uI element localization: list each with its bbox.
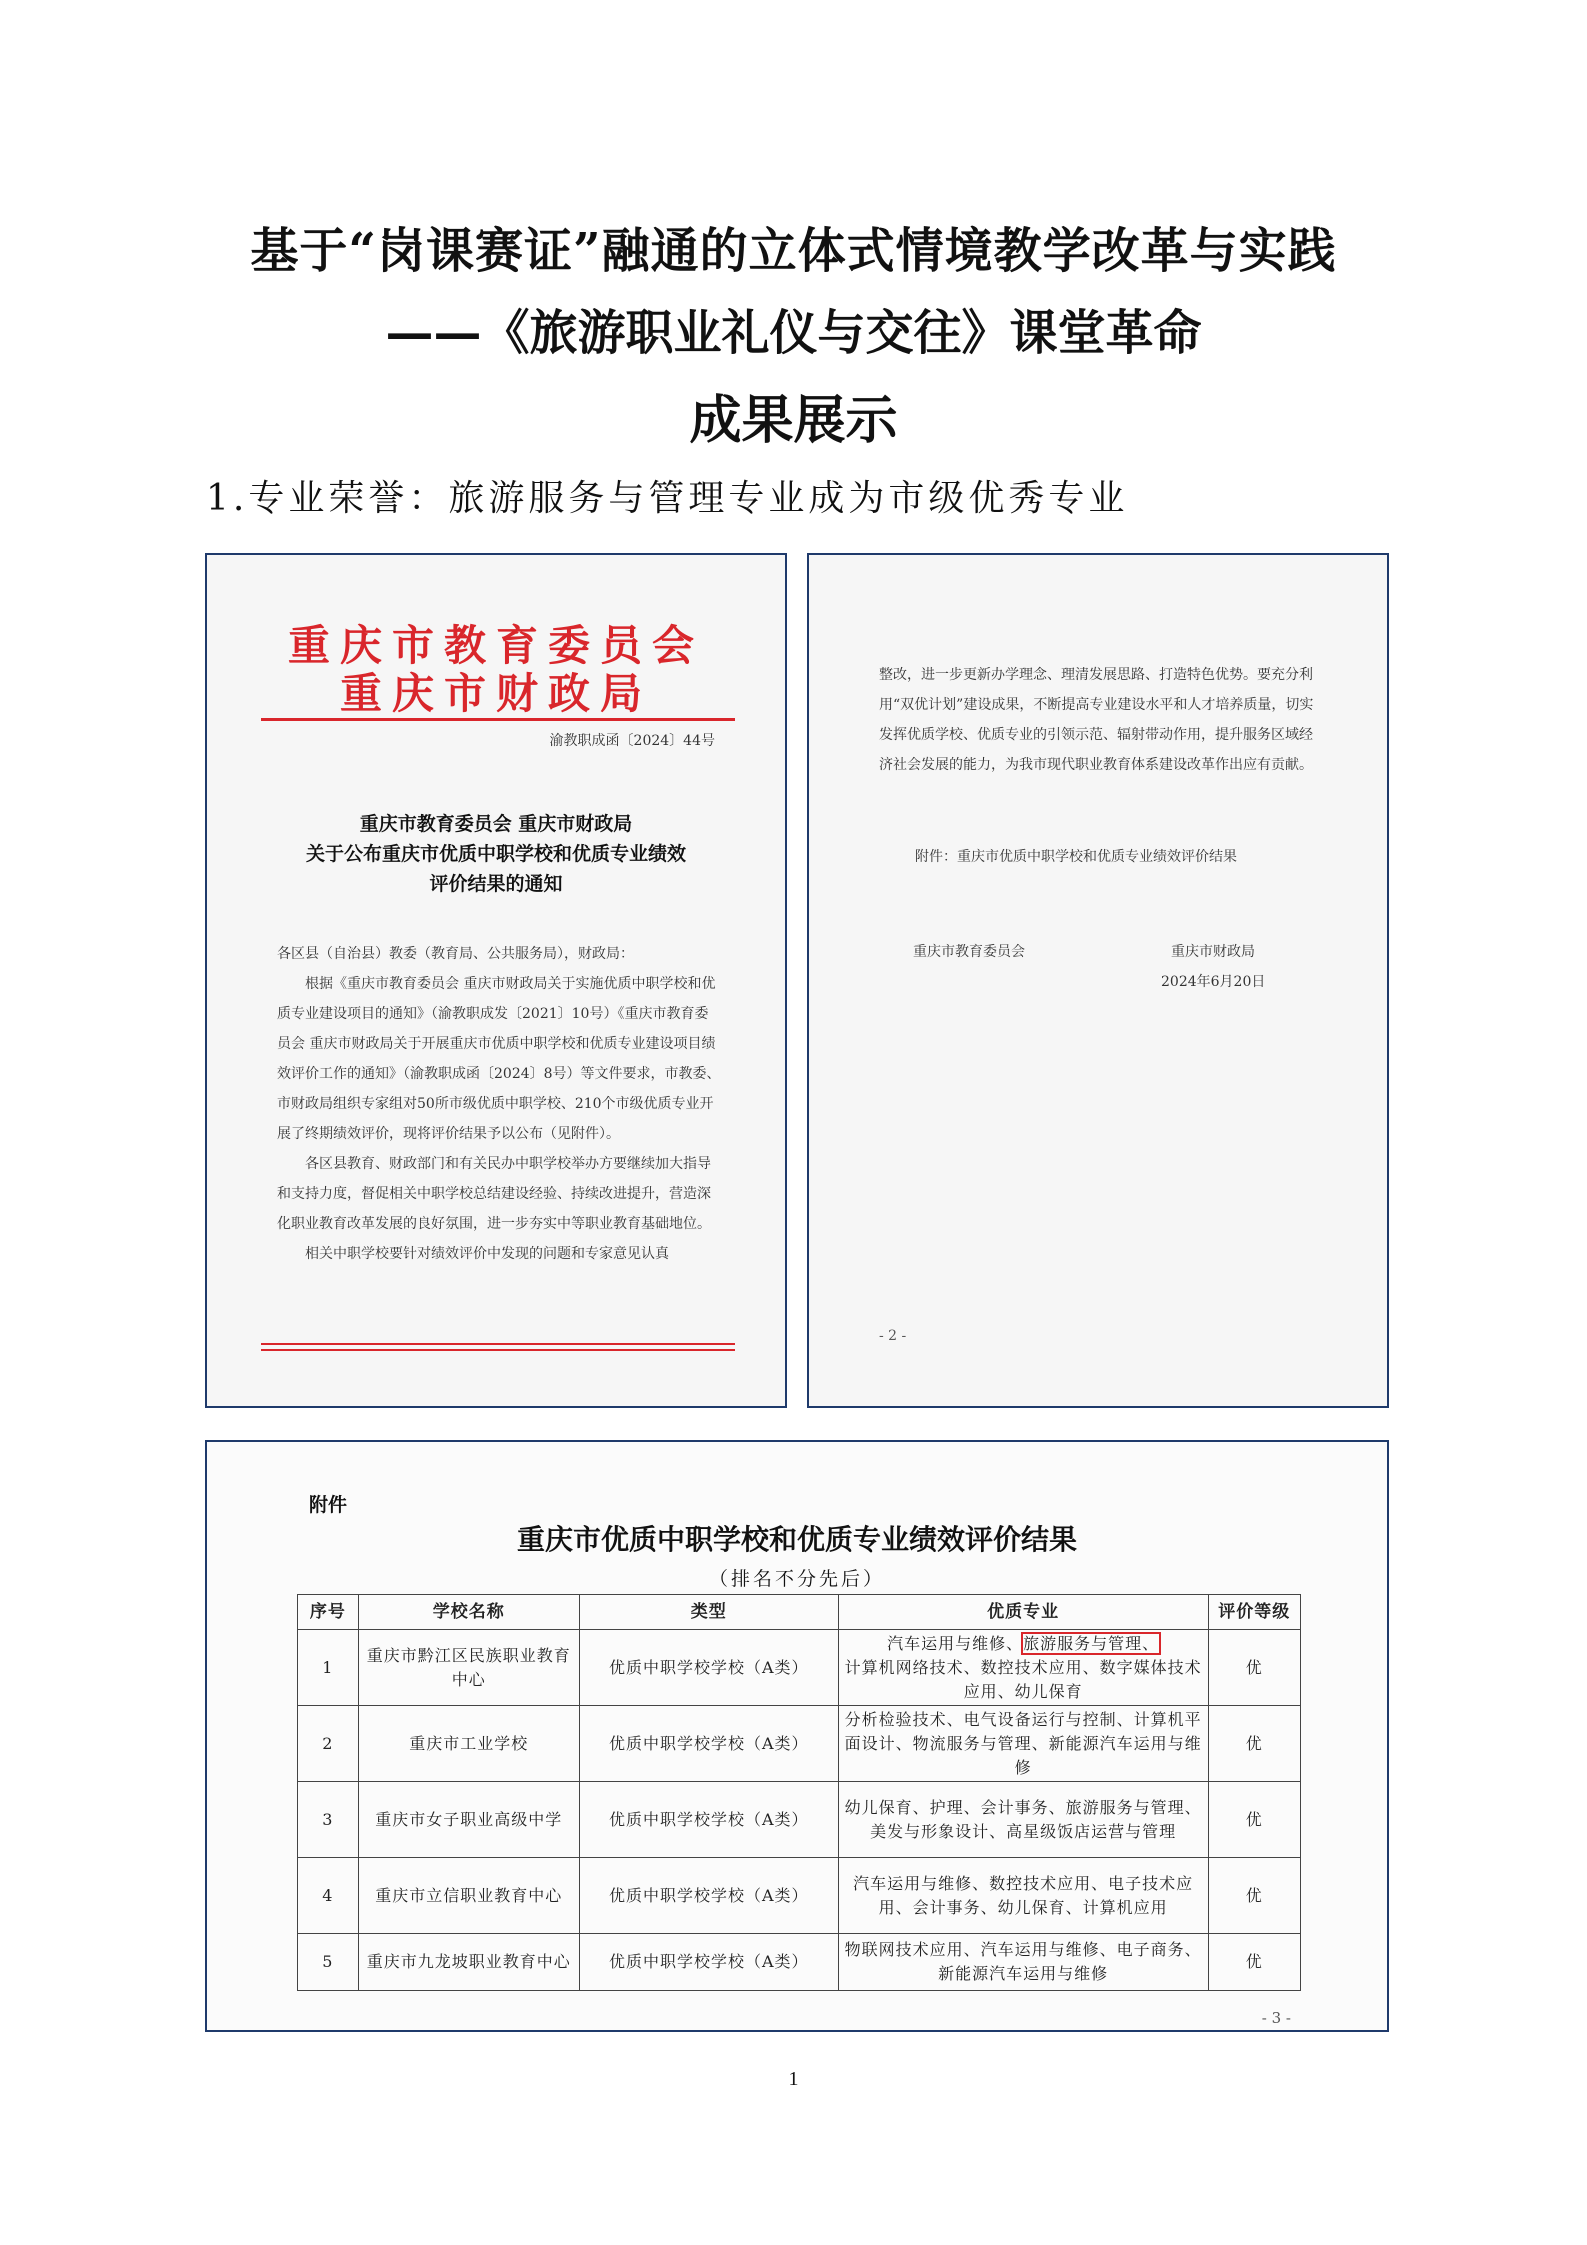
table-row <box>298 1782 1301 1858</box>
column-header-school: 学校名称 <box>358 1595 579 1630</box>
cell-no: 2 <box>298 1706 359 1782</box>
cell-type: 优质中职学校学校（A类） <box>579 1630 838 1706</box>
results-table-title: 重庆市优质中职学校和优质专业绩效评价结果 <box>516 1523 1077 1556</box>
majors-text: 汽车运用与维修、 <box>887 1633 1024 1653</box>
red-divider-line <box>261 1349 735 1351</box>
notice-title-line: 评价结果的通知 <box>429 873 563 895</box>
cell-grade: 优 <box>1208 1706 1300 1782</box>
column-header-no: 序号 <box>298 1595 359 1630</box>
red-divider-line <box>261 1343 735 1345</box>
attachment-label: 附件 <box>309 1494 348 1516</box>
document-title: 基于“岗课赛证”融通的立体式情境教学改革与实践 <box>250 223 1337 279</box>
majors-text: 计算机网络技术、数控技术应用、数字媒体技术应用、幼儿保育 <box>844 1657 1202 1701</box>
cell-majors: 汽车运用与维修、数控技术应用、电子技术应用、会计事务、幼儿保育、计算机应用 <box>838 1858 1208 1934</box>
cell-type: 优质中职学校学校（A类） <box>579 1934 838 1991</box>
notice-body <box>277 939 722 1269</box>
notice-paragraph: 相关中职学校要针对绩效评价中发现的问题和专家意见认真 <box>305 1246 669 1262</box>
notice-paragraph: 各区县教育、财政部门和有关民办中职学校举办方要继续加大指导和支持力度，督促相关中职学校总结建设经验、持续改进提升，营造深化职业教育改革发展的良好氛围，进一步夯实中等职业教育基础地位。 <box>277 1156 711 1232</box>
cell-school: 重庆市工业学校 <box>358 1706 579 1782</box>
document-subtitle: ——《旅游职业礼仪与交往》课堂革命 <box>385 305 1202 361</box>
column-header-majors: 优质专业 <box>838 1595 1208 1630</box>
cell-majors <box>838 1630 1208 1706</box>
red-header-education-commission: 重庆市教育委员会 <box>287 621 704 670</box>
scanned-results-table-page <box>205 1440 1389 2032</box>
scanned-notice-page-1 <box>205 553 787 1408</box>
cell-no: 5 <box>298 1934 359 1991</box>
cell-majors: 分析检验技术、电气设备运行与控制、计算机平面设计、物流服务与管理、新能源汽车运用与维修 <box>838 1706 1208 1782</box>
column-header-grade: 评价等级 <box>1208 1595 1300 1630</box>
issue-date: 2024年6月20日 <box>1161 974 1266 990</box>
notice-addressee: 各区县（自治县）教委（教育局、公共服务局），财政局： <box>277 946 634 962</box>
table-header-row <box>298 1595 1301 1630</box>
notice-title <box>207 809 785 899</box>
cell-school: 重庆市黔江区民族职业教育中心 <box>358 1630 579 1706</box>
page-number: 1 <box>788 2068 799 2090</box>
scan-page-number: - 3 - <box>1261 2009 1291 2027</box>
cell-school: 重庆市女子职业高级中学 <box>358 1782 579 1858</box>
column-header-type: 类型 <box>579 1595 838 1630</box>
table-row <box>298 1858 1301 1934</box>
cell-type: 优质中职学校学校（A类） <box>579 1706 838 1782</box>
red-header-finance-bureau: 重庆市财政局 <box>339 669 652 718</box>
section-title-result: 成果展示 <box>689 390 898 451</box>
notice-continuation: 整改，进一步更新办学理念、理清发展思路、打造特色优势。要充分利用“双优计划”建设成果，不断提高专业建设水平和人才培养质量，切实发挥优质学校、优质专业的引领示范、辐射带动作用，提升服务区域经济社会发展的能力，为我市现代职业教育体系建设改革作出应有贡献。 <box>879 667 1314 773</box>
cell-majors: 物联网技术应用、汽车运用与维修、电子商务、新能源汽车运用与维修 <box>838 1934 1208 1991</box>
cell-type: 优质中职学校学校（A类） <box>579 1858 838 1934</box>
cell-no: 4 <box>298 1858 359 1934</box>
notice-title-line: 关于公布重庆市优质中职学校和优质专业绩效 <box>305 843 686 865</box>
section-heading-honor: 1.专业荣誉：旅游服务与管理专业成为市级优秀专业 <box>206 478 1129 519</box>
cell-no: 1 <box>298 1630 359 1706</box>
cell-no: 3 <box>298 1782 359 1858</box>
document-number: 渝教职成函〔2024〕44号 <box>549 733 715 749</box>
cell-school: 重庆市立信职业教育中心 <box>358 1858 579 1934</box>
cell-majors: 幼儿保育、护理、会计事务、旅游服务与管理、美发与形象设计、高星级饭店运营与管理 <box>838 1782 1208 1858</box>
highlighted-major: 旅游服务与管理、 <box>1023 1633 1160 1653</box>
cell-grade: 优 <box>1208 1782 1300 1858</box>
attachment-reference: 附件：重庆市优质中职学校和优质专业绩效评价结果 <box>915 849 1237 865</box>
results-table-note: （排名不分先后） <box>708 1568 885 1590</box>
scan-page-number: - 2 - <box>879 1328 907 1344</box>
cell-school: 重庆市九龙坡职业教育中心 <box>358 1934 579 1991</box>
cell-grade: 优 <box>1208 1630 1300 1706</box>
table-row <box>298 1934 1301 1991</box>
cell-type: 优质中职学校学校（A类） <box>579 1782 838 1858</box>
cell-grade: 优 <box>1208 1934 1300 1991</box>
notice-title-line: 重庆市教育委员会 重庆市财政局 <box>359 813 633 835</box>
red-divider-line <box>261 718 735 721</box>
cell-grade: 优 <box>1208 1858 1300 1934</box>
table-row <box>298 1630 1301 1706</box>
notice-paragraph: 根据《重庆市教育委员会 重庆市财政局关于实施优质中职学校和优质专业建设项目的通知》（渝教职成发〔2021〕10号）《重庆市教育委员会 重庆市财政局关于开展重庆市优质中职学校和优质专业建设项目绩效评价工作的通知》（渝教职成函〔2024〕8号）等文件要求，市教委、市财政局组织专家组对50所市级优质中职学校、210个市级优质专业开展了终期绩效评价，现将评价结果予以公布（见附件）。 <box>277 976 721 1142</box>
signature-education-commission: 重庆市教育委员会 <box>913 944 1025 960</box>
table-row <box>298 1706 1301 1782</box>
scanned-notice-page-2 <box>807 553 1389 1408</box>
results-table <box>297 1594 1301 1991</box>
signature-finance-bureau: 重庆市财政局 <box>1171 944 1255 960</box>
